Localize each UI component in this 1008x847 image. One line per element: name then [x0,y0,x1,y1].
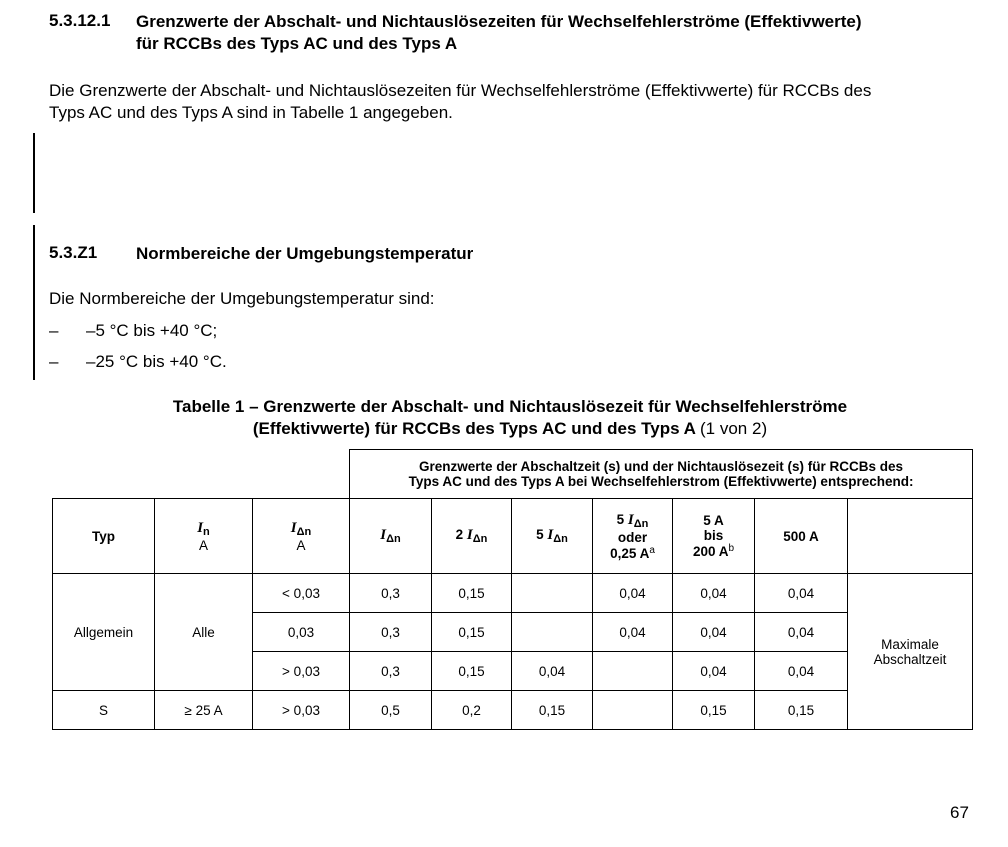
header-c2-symbol: I [466,527,473,543]
section-title-line1: Grenzwerte der Abschalt- und Nichtauslösezeiten für Wechselfehlerströme (Effektivwerte) [136,12,862,31]
cell-c5: 0,04 [673,613,755,652]
header-idn [253,499,350,574]
header-c4-sup: a [649,544,655,556]
limits-table [52,449,973,730]
header-c5-line1: 5 A [703,513,724,528]
cell-c6: 0,04 [755,652,848,691]
table-header-row [53,499,973,574]
cell-c3 [512,613,593,652]
section-number: 5.3.Z1 [49,243,98,262]
header-idn-sub: Δn [296,525,312,538]
header-c2 [432,499,512,574]
table-row [53,574,973,613]
section-number: 5.3.12.1 [49,11,111,30]
cell-c3: 0,15 [512,691,593,730]
change-bar [33,133,35,213]
note-line2: Abschaltzeit [873,651,947,667]
header-c4-sub: Δn [633,517,649,530]
cell-c4 [593,691,673,730]
header-in-symbol: I [197,519,204,536]
paragraph-intro: Die Normbereiche der Umgebungstemperatur sind: [49,289,435,308]
cell-in: ≥ 25 A [155,691,253,730]
header-c2-sub: Δn [472,533,488,545]
header-in-sub: n [203,525,210,538]
header-blank [848,499,973,574]
cell-c2: 0,15 [432,574,512,613]
header-c2-prefix: 2 [455,527,464,542]
list-dash: – [49,352,59,371]
cell-c3 [512,574,593,613]
cell-idn: < 0,03 [253,574,350,613]
header-c1-sub: Δn [386,533,401,545]
cell-c2: 0,15 [432,652,512,691]
list-dash: – [49,321,59,340]
cell-c1: 0,3 [350,652,432,691]
paragraph-line2: Typs AC und des Typs A sind in Tabelle 1 angegeben. [49,103,453,122]
cell-c4 [593,652,673,691]
table-corner-blank [53,450,350,499]
cell-idn: > 0,03 [253,691,350,730]
header-c5-line2: bis [703,528,724,543]
change-bar [33,225,35,380]
cell-c5: 0,15 [673,691,755,730]
cell-note [848,574,973,730]
header-idn-unit: A [296,537,306,553]
header-c5 [673,499,755,574]
header-c4-prefix: 5 [616,511,625,527]
cell-typ: S [53,691,155,730]
cell-c6: 0,15 [755,691,848,730]
header-c1-symbol: I [380,527,387,543]
header-c4-line3: 0,25 A [610,545,650,561]
header-c3-symbol: I [547,527,554,543]
header-c5-sup: b [728,543,735,554]
list-item: –5 °C bis +40 °C; [86,321,218,340]
cell-in-alle: Alle [155,574,253,691]
list-item: –25 °C bis +40 °C. [86,352,227,371]
cell-c4: 0,04 [593,613,673,652]
cell-typ-allgemein: Allgemein [53,574,155,691]
header-c3-sub: Δn [553,533,568,545]
page-number: 67 [950,803,969,822]
header-c5-line3: 200 A [692,544,729,559]
cell-c6: 0,04 [755,613,848,652]
cell-c3: 0,04 [512,652,593,691]
table-caption-line1: Tabelle 1 – Grenzwerte der Abschalt- und Nichtauslösezeit für Wechselfehlerströme [172,397,848,416]
cell-c2: 0,15 [432,613,512,652]
header-c1 [350,499,432,574]
cell-c2: 0,2 [432,691,512,730]
header-c3 [512,499,593,574]
group-header-line2: Typs AC und des Typs A bei Wechselfehlerstrom (Effektivwerte) entsprechend: [408,474,914,489]
header-c4-line2: oder [617,529,648,545]
table-group-header-row [53,450,973,499]
section-title: Normbereiche der Umgebungstemperatur [136,244,474,263]
cell-idn: 0,03 [253,613,350,652]
cell-idn: > 0,03 [253,652,350,691]
header-typ: Typ [53,499,155,574]
cell-c1: 0,3 [350,613,432,652]
paragraph-line1: Die Grenzwerte der Abschalt- und Nichtauslösezeiten für Wechselfehlerströme (Effektivwerte) für RCCBs des [49,81,872,100]
header-c3-prefix: 5 [536,527,544,542]
table-row [53,691,973,730]
cell-c1: 0,3 [350,574,432,613]
header-in [155,499,253,574]
cell-c5: 0,04 [673,652,755,691]
cell-c1: 0,5 [350,691,432,730]
table-group-header [350,450,973,499]
header-c4 [593,499,673,574]
cell-c6: 0,04 [755,574,848,613]
header-c4-symbol: I [627,511,634,528]
section-title-line2: für RCCBs des Typs AC und des Typs A [136,34,458,53]
table-caption-count: (1 von 2) [700,419,768,438]
header-c6: 500 A [755,499,848,574]
table-caption-line2 [60,418,960,440]
header-idn-symbol: I [290,519,297,536]
header-in-unit: A [198,537,208,553]
group-header-line1: Grenzwerte der Abschaltzeit (s) und der Nichtauslösezeit (s) für RCCBs des [418,459,904,474]
table-caption-line2-text: (Effektivwerte) für RCCBs des Typs AC und des Typs A [252,419,696,438]
cell-c5: 0,04 [673,574,755,613]
table-caption [60,396,960,440]
cell-c4: 0,04 [593,574,673,613]
note-line1: Maximale [881,636,939,652]
